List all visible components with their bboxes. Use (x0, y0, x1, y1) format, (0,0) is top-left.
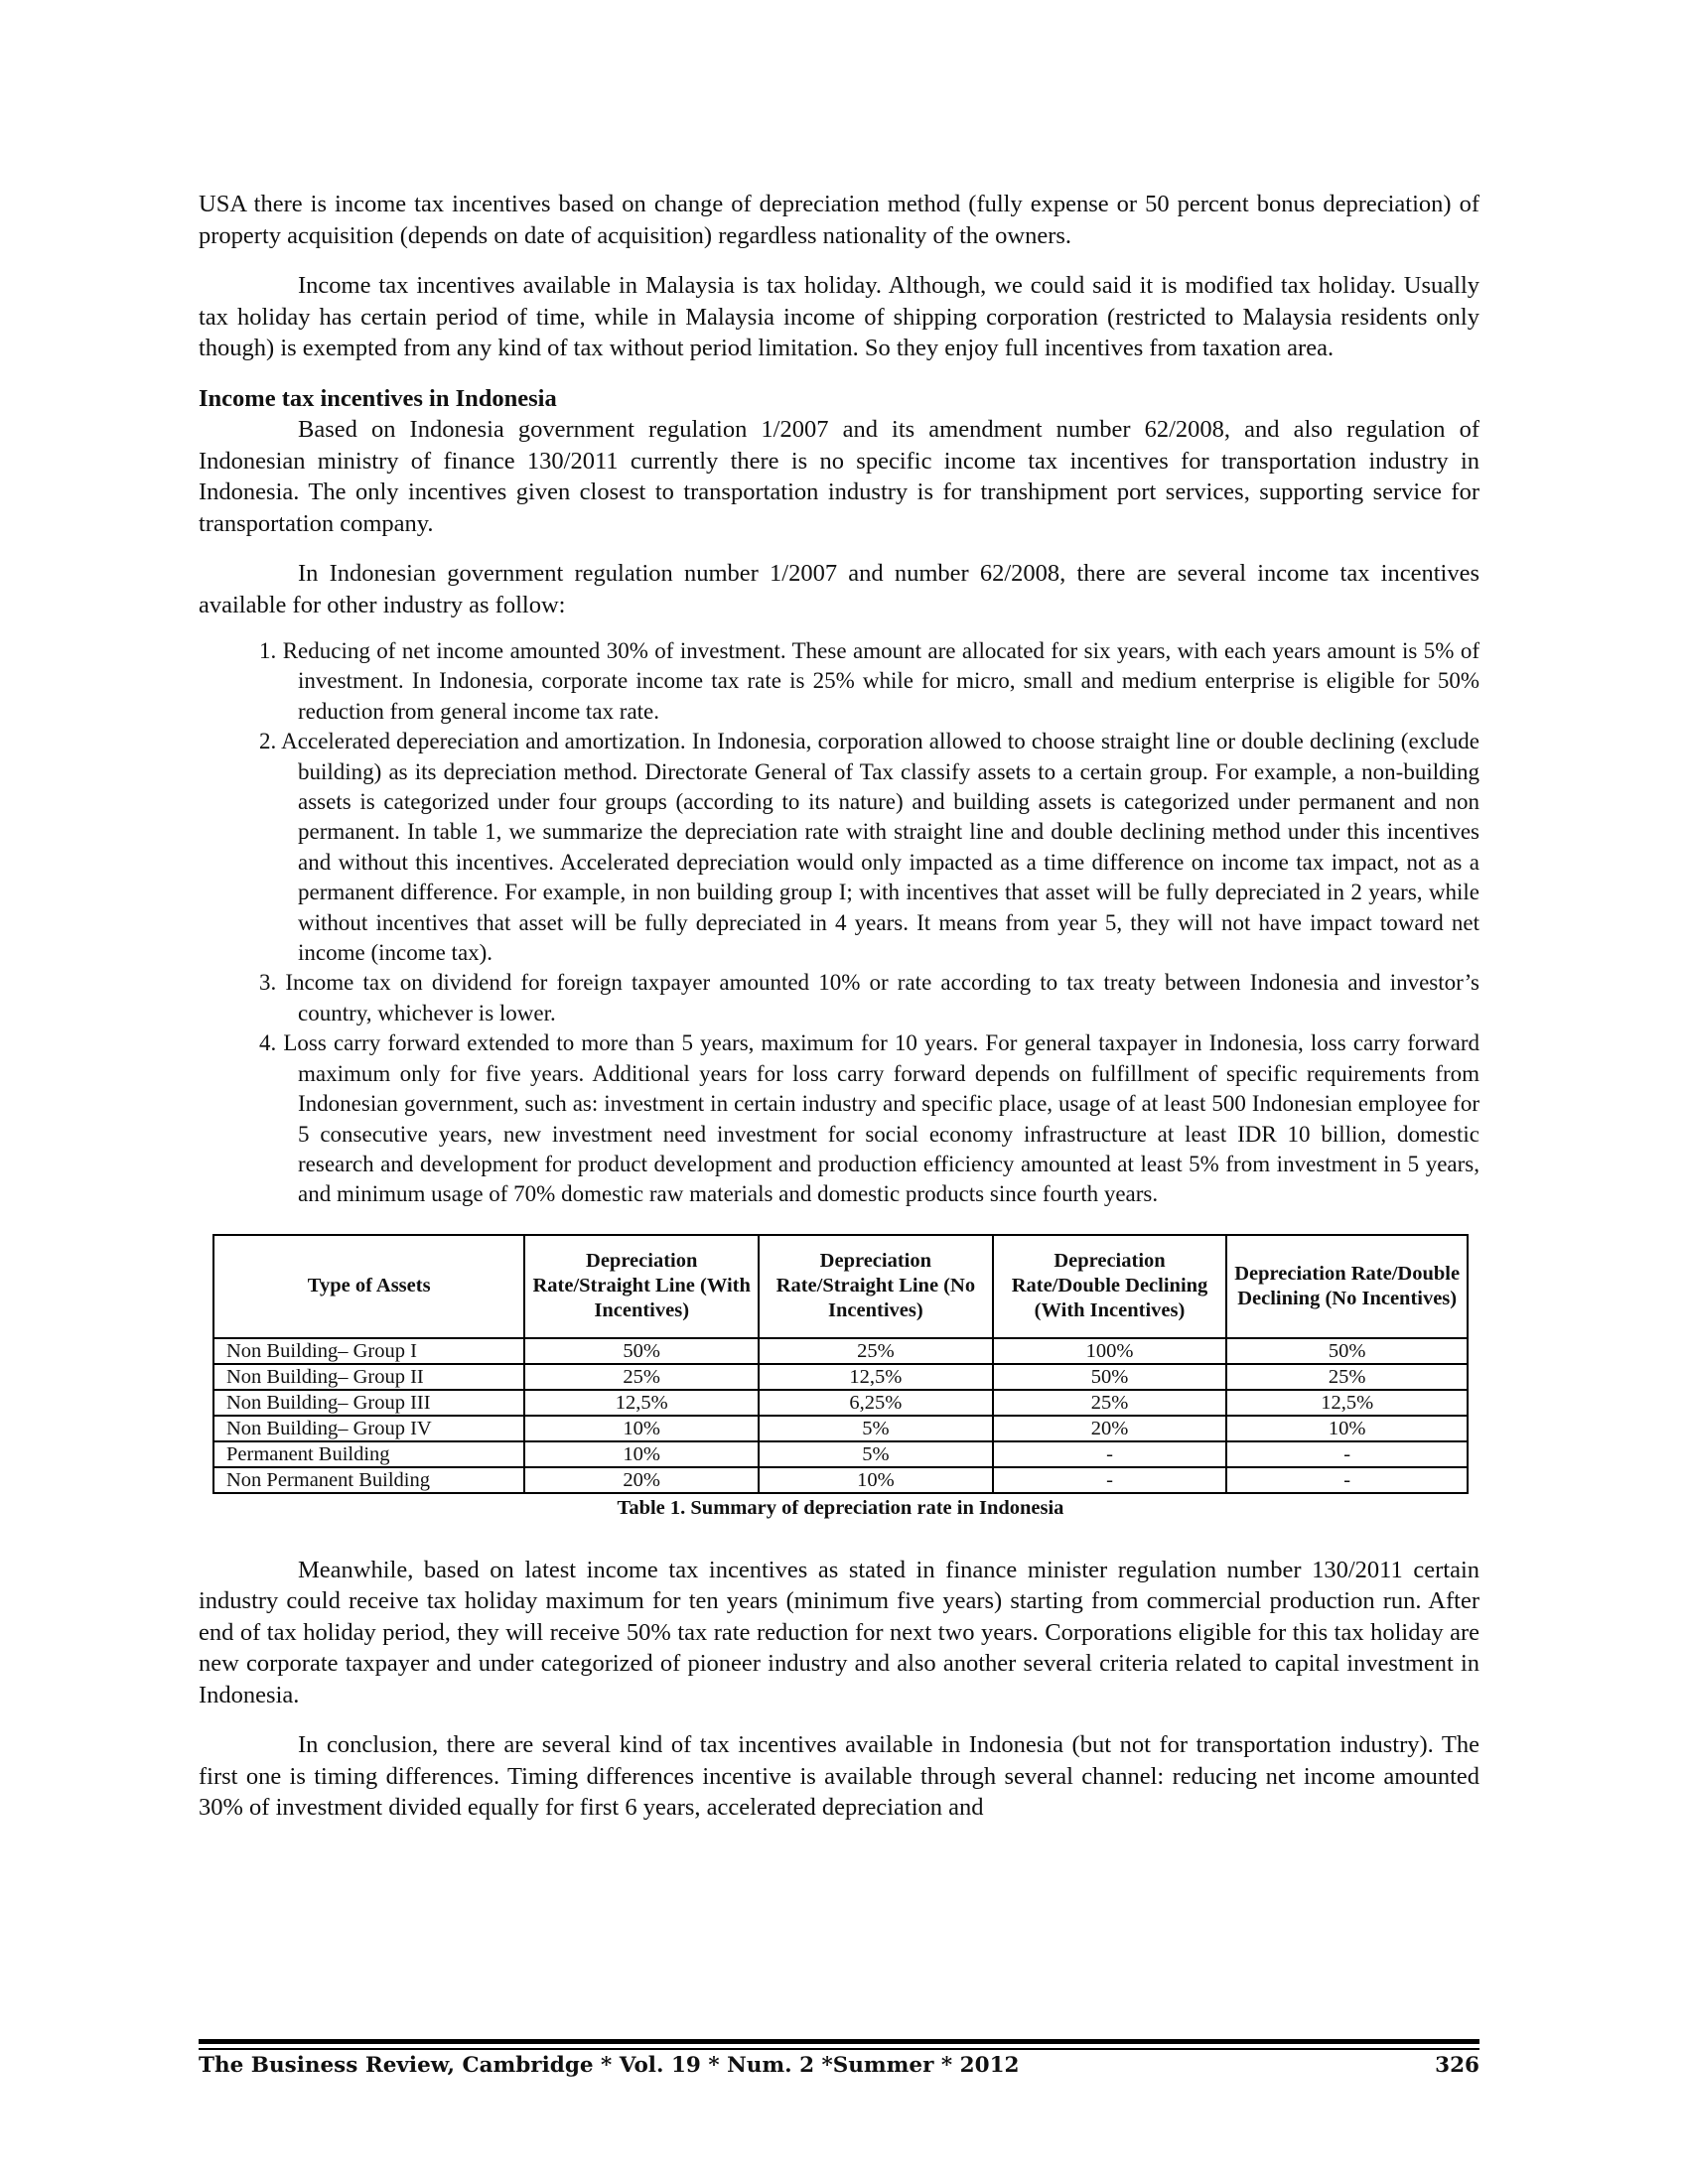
table-row (213, 1441, 1468, 1467)
footer-rule-thick (199, 2039, 1479, 2044)
column-header: Type of Assets (213, 1235, 524, 1338)
table-cell: - (1226, 1441, 1468, 1467)
list-item: 2. Accelerated depereciation and amortization. In Indonesia, corporation allowed to choose straight line or double declining (exclude building) as its depreciation method. Directorate General of Tax classify assets to a certain group. For example, a non-building assets is categorized under four groups (according to its nature) and building assets is categorized under permanent and non permanent. In table 1, we summarize the depreciation rate with straight line and double declining method under this incentives and without this incentives. Accelerated depreciation would only impacted as a time difference on income tax impact, not as a permanent difference. For example, in non building group I; with incentives that asset will be fully depreciated in 2 years, while without incentives that asset will be fully depreciated in 4 years. It means from year 5, they will not have impact toward net income (income tax). (259, 729, 1479, 966)
list-item: 3. Income tax on dividend for foreign taxpayer amounted 10% or rate according to tax treaty between Indonesia and investor’s country, whichever is lower. (259, 970, 1479, 1025)
table-cell: 6,25% (759, 1390, 993, 1416)
list-item: 1. Reducing of net income amounted 30% of investment. These amount are allocated for six years, with each years amount is 5% of investment. In Indonesia, corporate income tax rate is 25% while for micro, small and medium enterprise is eligible for 50% reduction from general income tax rate. (259, 638, 1479, 724)
table-cell: Non Permanent Building (213, 1467, 524, 1493)
table-cell: - (993, 1467, 1227, 1493)
table-cell: Non Building– Group IV (213, 1416, 524, 1441)
table-cell: 12,5% (524, 1390, 759, 1416)
table-row (213, 1364, 1468, 1390)
column-header: Depreciation Rate/Straight Line (With Incentives) (524, 1235, 759, 1338)
table-cell: - (993, 1441, 1227, 1467)
journal-citation: The Business Review, Cambridge * Vol. 19 * Num. 2 *Summer * 2012 (199, 2053, 1020, 2078)
table-cell: 5% (759, 1416, 993, 1441)
page-body (199, 189, 1479, 1824)
page-number: 326 (1435, 2053, 1479, 2078)
depreciation-table (212, 1234, 1469, 1494)
paragraph-indonesia-regulation: Based on Indonesia government regulation 1/2007 and its amendment number 62/2008, and also regulation of Indonesian ministry of finance 130/2011 currently there is no specific income tax incentives for transportation industry in Indonesia. The only incentives given closest to transportation industry is for transhipment port services, supporting service for transportation company. (199, 416, 1479, 537)
paragraph-tax-holiday: Meanwhile, based on latest income tax incentives as stated in finance minister regulation number 130/2011 certain industry could receive tax holiday maximum for ten years (minimum five years) starting from commercial production run. After end of tax holiday period, they will receive 50% tax rate reduction for next two years. Corporations eligible for this tax holiday are new corporate taxpayer and under categorized of pioneer industry and also another several criteria related to capital investment in Indonesia. (199, 1556, 1479, 1708)
table-cell: 25% (993, 1390, 1227, 1416)
table-cell: 10% (1226, 1416, 1468, 1441)
paragraph-usa: USA there is income tax incentives based on change of depreciation method (fully expense or 50 percent bonus depreciation) of property acquisition (depends on date of acquisition) regardless nationality of the owners. (199, 191, 1479, 249)
table-cell: 20% (993, 1416, 1227, 1441)
table-cell: 50% (993, 1364, 1227, 1390)
footer-rule-thin (199, 2048, 1479, 2050)
table-cell: 12,5% (1226, 1390, 1468, 1416)
table-cell: Permanent Building (213, 1441, 524, 1467)
table-header-row (213, 1235, 1468, 1338)
paragraph-malaysia: Income tax incentives available in Malaysia is tax holiday. Although, we could said it is modified tax holiday. Usually tax holiday has certain period of time, while in Malaysia income of shipping corporation (restricted to Malaysia residents only though) is exempted from any kind of tax without period limitation. So they enjoy full incentives from taxation area. (199, 272, 1479, 361)
column-header: Depreciation Rate/Double Declining (With Incentives) (993, 1235, 1227, 1338)
section-heading: Income tax incentives in Indonesia (199, 384, 557, 412)
table-cell: Non Building– Group I (213, 1338, 524, 1364)
table-cell: 50% (524, 1338, 759, 1364)
list-item: 4. Loss carry forward extended to more than 5 years, maximum for 10 years. For general taxpayer in Indonesia, loss carry forward maximum only for five years. Additional years for loss carry forward depends on fulfillment of specific requirements from Indonesian government, such as: investment in certain industry and specific place, usage of at least 500 Indonesian employee for 5 consecutive years, new investment need investment for social economy infrastructure at least IDR 10 billion, domestic research and development for product development and production efficiency amounted at least 5% from investment in 5 years, and minimum usage of 70% domestic raw materials and domestic products since fourth years. (259, 1030, 1479, 1207)
table-cell: Non Building– Group III (213, 1390, 524, 1416)
table-cell: 12,5% (759, 1364, 993, 1390)
table-cell: Non Building– Group II (213, 1364, 524, 1390)
table-cell: 100% (993, 1338, 1227, 1364)
table-caption: Table 1. Summary of depreciation rate in Indonesia (617, 1496, 1064, 1519)
table-cell: 5% (759, 1441, 993, 1467)
table-row (213, 1416, 1468, 1441)
incentives-list (199, 636, 1479, 1210)
table-cell: - (1226, 1467, 1468, 1493)
paragraph-incentives-intro: In Indonesian government regulation number 1/2007 and number 62/2008, there are several income tax incentives available for other industry as follow: (199, 560, 1479, 618)
table-row (213, 1390, 1468, 1416)
page-footer (199, 2053, 1479, 2083)
column-header: Depreciation Rate/Straight Line (No Incentives) (759, 1235, 993, 1338)
table-cell: 25% (1226, 1364, 1468, 1390)
table-cell: 10% (524, 1441, 759, 1467)
table-cell: 10% (759, 1467, 993, 1493)
table-cell: 25% (759, 1338, 993, 1364)
table-cell: 25% (524, 1364, 759, 1390)
paragraph-conclusion: In conclusion, there are several kind of tax incentives available in Indonesia (but not for transportation industry). The first one is timing differences. Timing differences incentive is available through several channel: reducing net income amounted 30% of investment divided equally for first 6 years, accelerated depreciation and (199, 1731, 1479, 1822)
table-row (213, 1467, 1468, 1493)
depreciation-table-wrap (212, 1234, 1469, 1521)
table-row (213, 1338, 1468, 1364)
table-cell: 10% (524, 1416, 759, 1441)
table-cell: 50% (1226, 1338, 1468, 1364)
column-header: Depreciation Rate/Double Declining (No Incentives) (1226, 1235, 1468, 1338)
table-cell: 20% (524, 1467, 759, 1493)
